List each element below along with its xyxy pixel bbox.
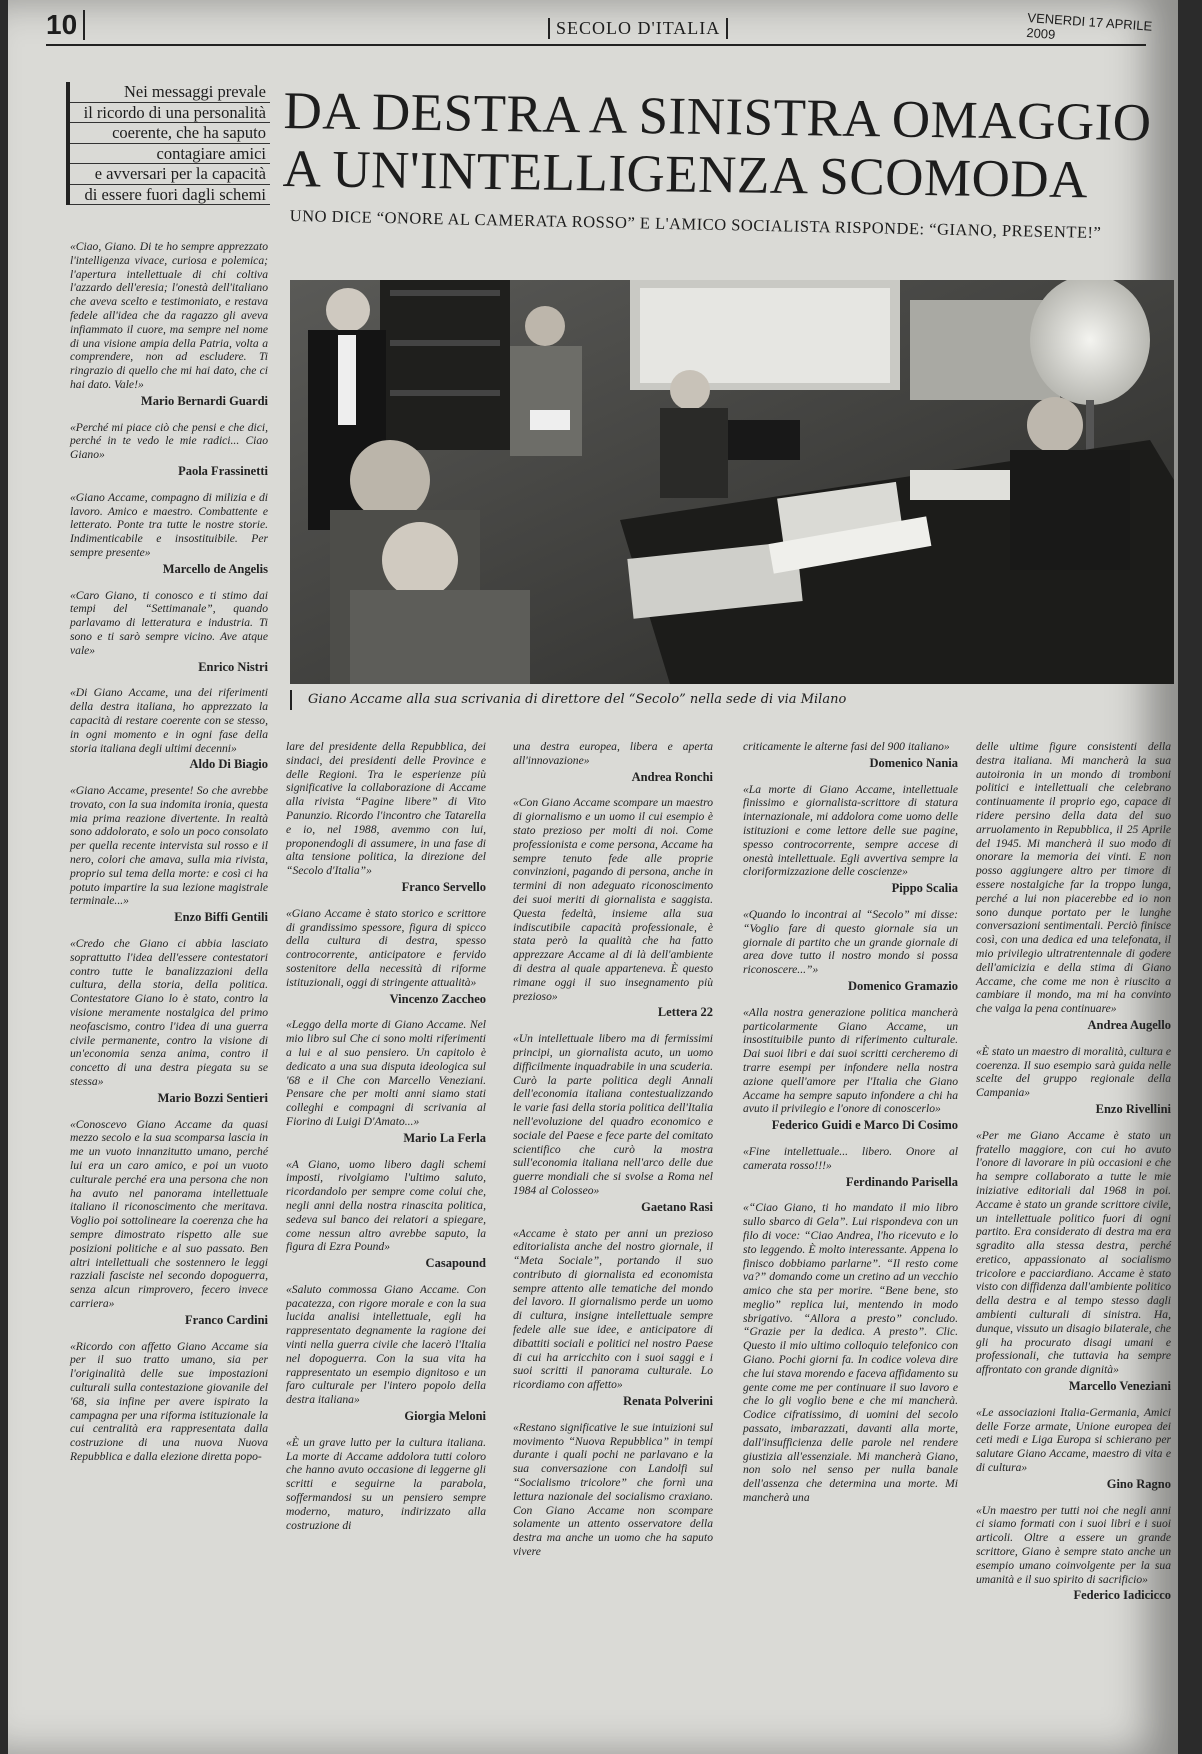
issue-date: VENERDI 17 APRILE 2009 [1025,10,1153,42]
tribute-text: «Giano Accame, presente! So che avrebbe trovato, con la sua indomita ironia, questa mia prima reazione divertente. In realtà sono addolorato, e solo un poco consolato per quella recente intervista sul rosso e il nero, colori che amava, sulla mia rivista, proprio sul tema della morte: e così ci ha potuto impartire la sua lezione magistrale terminale...» [70,784,268,908]
subheadline: UNO DICE “ONORE AL CAMERATA ROSSO” E L'AMICO SOCIALISTA RISPONDE: “GIANO, PRESENTE!” [289,206,1102,242]
tribute-text: «Accame è stato per anni un prezioso editorialista anche del nostro giornale, il “Meta Sociale”, portando il suo contributo di giornalista ed economista sempre attento alle tematiche del mondo del lavoro. Il giornalismo perde un uomo di cultura, insigne intellettuale sempre fedele alle sue idee, e anticipatore di dibattiti sociali e politici nel nostro Paese di cui ha arricchito con i suoi saggi e i suoi scritti il panorama culturale. Lo ricordiamo con affetto» [513,1226,713,1392]
tribute-text: «Perché mi piace ciò che pensi e che dici, perché in te vedo le mie radici... Ciao Giano» [70,420,268,462]
tribute-signature: Domenico Gramazio [847,978,958,993]
tribute-signature: Vincenzo Zaccheo [389,991,486,1006]
tribute-text: «Conoscevo Giano Accame da quasi mezzo secolo e la sua scomparsa lascia in me un vuoto innanzitutto umano, perché lui era un caro amico, e poi un vuoto culturale perché era una persona che non ha avuto nel panorama intellettuale italiano il riconoscimento che meritava. Voglio poi sottolineare la coerenza che ha sempre dimostrato rispetto alle sue posizioni politiche e al suo passato. Ben altri intellettuali che sostennero le leggi razziali fasciste nel secondo dopoguerra, senza alcun rimprovero, fecero invece carriera» [70,1117,268,1310]
blurb-line: e avversari per la capacità [70,164,270,185]
blurb-line: il ricordo di una personalità [70,103,270,124]
tribute-text: «Un maestro per tutti noi che negli anni ci siamo formati con i suoi libri e i suoi articoli. Oltre a essere un grande scrittore, Giano è sempre stato anche un esempio umano coinvolgente per la sua umanità e il suo spirito di sacrificio» [976,1503,1171,1586]
publication-name: SECOLO D'ITALIA [548,18,728,39]
tribute-signature: Casapound [425,1256,486,1271]
tribute-text: «Saluto commossa Giano Accame. Con pacatezza, con rigore morale e con la sua lucida analisi intellettuale, egli ha rappresentato degnamente la ragione dei vinti nella guerra civile che lacerò l'Italia nel dopoguerra. Con la sua vita ha rappresentato un esempio dignitoso e un faro culturale per l'intero popolo della destra italiana» [286,1282,486,1407]
headline-line-2: A UN'INTELLIGENZA SCOMODA [282,139,1089,210]
tribute-text: «Per me Giano Accame è stato un fratello maggiore, con cui ho avuto l'onore di lavorare in più occasioni e che ha sempre collaborato a tutte le mie iniziative editoriali dal 1968 in poi. Accame è stato un grande scrittore civile, un intellettuale politico fuori di ogni partito. Era considerato di destra ma era sgradito alla stessa destra, perché eretico, appassionato al socialismo tricolore e pacciardiano. Accame è stato visto con diffidenza dall'ambiente politico della destra e al tempo stesso dagli ambienti culturali di sinistra. Ha, dunque, vissuto un disagio bilaterale, che gli ha procurato disagi umani e professionali, che tuttavia ha sempre affrontato con grande dignità» [976,1128,1171,1377]
tribute-signature: Gino Ragno [1106,1476,1171,1491]
tribute-text: «Giano Accame è stato storico e scrittore di grandissimo spessore, figura di spicco della cultura di destra, spesso controcorrente, anticipatore e fervido sostenitore della necessità di riforme istituzionali, oggi di stringente attualità» [286,906,486,989]
tributes-column-4 [976,740,1171,1615]
tribute-text: «Con Giano Accame scompare un maestro di giornalismo e un uomo il cui esempio è stato prezioso per molti di noi. Come professionista e come persona, Accame ha sempre tenuto fede alle proprie convinzioni, pagando di persona, anche in termini di non adeguato riconoscimento dei suoi meriti di giornalista e saggista. Questa fedeltà, insieme alla sua indiscutibile capacità professionale, è stata però la qualità che ha fatto apprezzare Accame al di là dell'ambiente di destra al quale apparteneva. È questo rimane oggi il suo insegnamento più prezioso» [513,796,713,1003]
tribute-signature: Pippo Scalia [891,881,958,896]
blurb-line: contagiare amici [70,144,270,165]
tribute-signature: Andrea Ronchi [631,769,713,784]
tribute-text: «Caro Giano, ti conosco e ti stimo dai tempi del “Settimanale”, quando parlavamo di letteratura e industria. Ti sono e ti sarò sempre vicino. Ave atque vale» [70,588,268,657]
tribute-signature: Marcello de Angelis [162,561,268,576]
blurb-line: Nei messaggi prevale [70,82,270,103]
tribute-signature: Gaetano Rasi [641,1199,713,1214]
tribute-text: «Di Giano Accame, una dei riferimenti della destra italiana, ho apprezzato la capacità di restare coerente con se stesso, in ogni momento e in ogni fase della storia italiana degli ultimi decenni» [70,686,268,755]
tribute-text: «Alla nostra generazione politica mancherà particolarmente Giano Accame, un insostituibile punto di riferimento culturale. Dai suoi libri e dai suoi scritti cercheremo di trarre esempi per infondere nella nostra azione quell'amore per l'Italia che Giano Accame ha sempre saputo infondere a chi ha avuto il privilegio e l'onore di conoscerlo» [743,1005,958,1116]
tribute-signature: Mario Bozzi Sentieri [157,1090,268,1105]
tribute-text: «Quando lo incontrai al “Secolo” mi disse: “Voglio fare di questo giornale sia un giornale di partito che un grande giornale di area dove tutto il nostro mondo si possa riconoscere...”» [743,907,958,977]
newspaper-page [8,0,1178,1754]
tribute-signature: Mario La Ferla [403,1130,486,1145]
tribute-signature: Renata Polverini [623,1394,713,1409]
office-photo-image [290,280,1174,684]
photo-caption: Giano Accame alla sua scrivania di direttore del “Secolo” nella sede di via Milano [290,690,1178,710]
header-rule [46,44,1146,46]
tribute-text: delle ultime figure consistenti della destra italiana. Mi mancherà la sua autoironia in un mondo di tromboni politici e intellettuali che celebrano continuamente il proprio ego, capace di ridere persino della data del suo arruolamento in Repubblica, il 25 Aprile del 1945. Mi mancherà il suo modo di onorare la memoria dei vinti. E non posso aggiungere altro per timore di essere nostalgiche far la troppo lunga, perché a lui non piacerebbe ed io non sono dunque portato per le lunghe conversazioni sentimentali. Perciò finisce così, con una dedica ed una telefonata, il mio privilegio ultratrentennale di godere dell'amicizia e della stima di Giano Accame, che come me non è riuscito a cambiare il mondo, ma mi ha convinto che valga la pena continuare» [976,740,1171,1016]
tribute-signature: Domenico Nania [869,755,958,770]
tribute-signature: Franco Cardini [185,1312,268,1327]
tributes-column-3 [743,740,958,1508]
tribute-signature: Enzo Rivellini [1095,1101,1171,1116]
tribute-text: «Credo che Giano ci abbia lasciato soprattutto l'idea dell'essere contestatori contro tutte le banalizzazioni della cultura, della storia, della politica. Contestatore Giano lo è stato, contro la visione meramente nostalgica del primo neofascismo, contro l'idea di una guerra civile permanente, contro la visione di un'economia senza anima, contro il concetto di una destra piegata su se stessa» [70,937,268,1089]
tribute-signature: Mario Bernardi Guardi [140,393,268,408]
tributes-column-1 [286,740,486,1535]
tribute-signature: Ferdinando Parisella [845,1174,958,1189]
tribute-text: criticamente le alterne fasi del 900 italiano» [743,740,950,753]
tributes-column-left [70,240,268,1467]
tribute-signature: Enrico Nistri [198,659,268,674]
tribute-text: una destra europea, libera e aperta all'innovazione» [513,740,713,767]
tributes-column-2 [513,740,713,1562]
tribute-signature: Paola Frassinetti [178,463,268,478]
office-photo [290,280,1174,684]
blurb-line: di essere fuori dagli schemi [70,185,270,206]
tribute-text: «È stato un maestro di moralità, cultura e coerenza. Il suo esempio sarà guida nelle scelte del gruppo regionale della Campania» [976,1044,1171,1100]
tribute-signature: Federico Iadicicco [1073,1588,1171,1603]
tribute-signature: Lettera 22 [657,1005,713,1020]
tribute-signature: Franco Servello [401,879,486,894]
tribute-text: «Fine intellettuale... libero. Onore al camerata rosso!!!» [743,1144,958,1172]
tribute-signature: Giorgia Meloni [404,1409,486,1424]
tribute-signature: Enzo Biffi Gentili [174,910,268,925]
tribute-text: «Leggo della morte di Giano Accame. Nel mio libro sul Che ci sono molti riferimenti a lui e al suo pensiero. Un capitolo è dedicato a una sua disputa ideologica sul '68 e il Che con Marcello Veneziani. Pensare che per molti anni siamo stati colleghi e compagni di scrivania al Fiorino di Luigi D'Amato...» [286,1018,486,1128]
tribute-text: «Ricordo con affetto Giano Accame sia per il suo tratto umano, sia per l'originalità delle sue impostazioni culturali sulla contestazione giovanile del '68, sia infine per avere ispirato la campagna per una riforma istituzionale la cui centralità era rappresentata dalla costruzione di una nuova Nuova Repubblica e dalla elezione diretta popo- [70,1339,268,1463]
tribute-text: «Le associazioni Italia-Germania, Amici delle Forze armate, Unione europea dei ceti medi e Liga Europa si schierano per salutare Giano Accame, maestro di vita e di cultura» [976,1405,1171,1475]
tribute-text: «“Ciao Giano, ti ho mandato il mio libro sullo sbarco di Gela”. Lui rispondeva con un filo di voce: “Ciao Andrea, l'ho ricevuto e lo sto leggendo. È molto interessante. Appena lo finisco dobbiamo parlarne”. “Il resto come va?” domando come un cretino ad un vecchio amico che sta per morire. “Bene bene, sto meglio” replica lui, mentendo in modo sbrigativo. “Allora a presto” concludo. “Grazie per la dedica. A presto”. Clic. Questo il mio ultimo colloquio telefonico con Giano. Pochi giorni fa. In codice voleva dire che lui stava morendo e faceva affidamento su gente come me per continuare il suo lavoro e che lo gli voglio bene e che mi mancherà. Codice cifratissimo, di uomini del secolo passato, imbarazzati, davanti alla morte, dall'insufficienza delle parole nel rendere giustizia all'essenziale. Mi mancherà Giano, non solo nel senso per nulla banale dell'assenza che determina una morte. Mi mancherà una [743,1201,958,1505]
page-number: 10 [46,10,85,40]
tribute-text: «A Giano, uomo libero dagli schemi imposti, rivolgiamo l'ultimo saluto, ricordandolo per sempre come colui che, negli anni della nostra rinascita politica, sedeva sul banco dei relatori a spiegare, come nessun altro avrebbe saputo, la figura di Ezra Pound» [286,1157,486,1254]
tribute-signature: Aldo Di Biagio [189,757,268,772]
tribute-text: «Giano Accame, compagno di milizia e di lavoro. Amico e maestro. Combattente e letterato. Ponte tra tutte le nostre storie. Indimenticabile e insostituibile. Per sempre presente» [70,490,268,559]
tribute-text: «Un intellettuale libero ma di fermissimi principi, un giornalista acuto, un uomo difficilmente inquadrabile in una scuderia. Curò la parte politica degli Annali dell'economia italiana contestualizzando le varie fasi della storia politica dell'Italia nell'evoluzione del quadro economico e sociale del Paese e fece parte del comitato scientifico che curò la mostra sull'economia italiana nell'arco delle due guerre mondiali che si svolse a Roma nel 1984 al Colosseo» [513,1032,713,1197]
tribute-text: «Ciao, Giano. Di te ho sempre apprezzato l'intelligenza vivace, curiosa e polemica; l'apertura intellettuale di chi coltiva l'azzardo dell'eresia; l'onestà dell'italiano che aveva scelto e testimoniato, e restava fedele all'idea che da ragazzo gli aveva infiammato il cuore, ma sempre nel nome di una visione ampia della Patria, volta a comprendere, non ad escludere. Ti ringrazio di quello che mi hai dato, che ci hai dato. Vale!» [70,240,268,391]
tribute-signature: Federico Guidi e Marco Di Cosimo [771,1118,958,1133]
blurb-line: coerente, che ha saputo [70,123,270,144]
tribute-text: «La morte di Giano Accame, intellettuale finissimo e giornalista-scrittore di statura internazionale, mi addolora come uomo delle istituzioni e come lettore delle sue pagine, spesso controcorrente, sempre accese di onestà intellettuale. Egli avvertiva sempre la cloriformizzazione delle coscienze» [743,782,958,879]
tribute-signature: Marcello Veneziani [1068,1379,1171,1394]
sidebar-blurb [66,82,270,205]
headline-line-1: DA DESTRA A SINISTRA OMAGGIO [283,82,1152,153]
tribute-signature: Andrea Augello [1087,1017,1171,1032]
headline [282,82,1164,210]
tribute-text: lare del presidente della Repubblica, dei sindaci, dei presidenti delle Province e delle Regioni. Tra le esperienze più significative la collaborazione di Accame alla rivista “Pagine libere” di Vito Panunzio. Ricordo l'incontro che Tatarella e io, nel 1988, avemmo con lui, proponendogli di assumere, in una fase di alta tensione politica, la direzione del “Secolo d'Italia”» [286,740,486,878]
tribute-text: «È un grave lutto per la cultura italiana. La morte di Accame addolora tutti coloro che hanno avuto occasione di leggerne gli scritti e seguirne la parabola, soffermandosi su un pensiero sempre moderno, maturo, indirizzato alla costruzione di [286,1435,486,1532]
tribute-text: «Restano significative le sue intuizioni sul movimento “Nuova Repubblica” in tempi durante i quali pochi ne parlavano e la sua conversazione con Landolfi sul “Socialismo tricolore” che fornì una lettura nazionale del socialismo craxiano. Con Giano Accame non scompare solamente un attento osservatore della destra ma anche un uomo che ha saputo vivere [513,1420,713,1559]
